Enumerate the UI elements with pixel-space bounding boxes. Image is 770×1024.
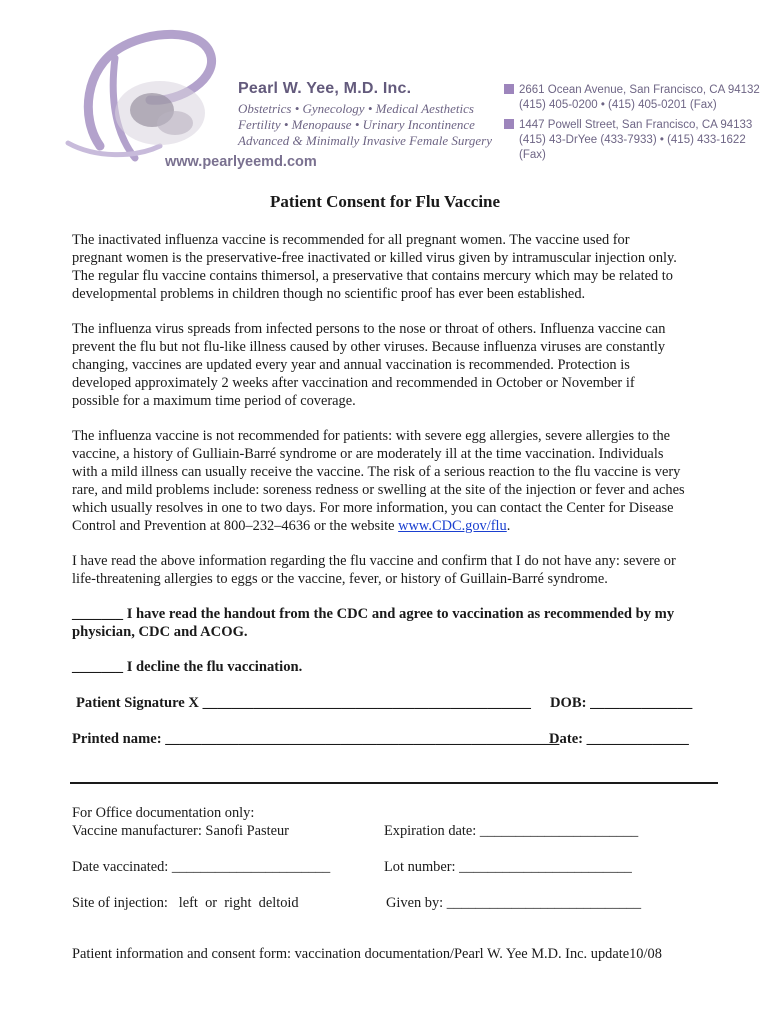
address-text: 1447 Powell Street, San Francisco, CA 94133 [519,119,753,131]
practice-website: www.pearlyeemd.com [165,154,317,170]
injection-site-field[interactable]: Site of injection: left or right deltoid [72,895,299,911]
phone-text: (415) 405-0200 • (415) 405-0201 (Fax) [519,99,717,111]
practice-info [238,80,492,149]
paragraph-contraindications [72,427,722,535]
paragraph-text: The influenza vaccine is not recommended for patients: with severe egg allergies, severe allergies to the vaccine, a history of Gulliain-Barré syndrome or are moderately ill at the time vaccination. Individuals with a mild illness can usually receive the vaccine. The risk of a serious reaction to the flu vaccine is very rare, and mild problems include: soreness redness or swelling at the site of the injection or fever and aches which usually resolves in one to two days. For more information, you can contact the Center for Disease Control and Prevention at 800–232–4636 or the website [72,428,685,534]
paragraph-text-end: . [506,518,511,534]
paragraph-virus-spread: The influenza virus spreads from infected persons to the nose or throat of others. Influenza vaccine can prevent the flu but not flu-like illness caused by other viruses. Because influenza viruses are constantly changing, vaccines are updated every year and annual vaccination is recommended. Protection is developed approximately 2 weeks after vaccination and recommended in October or November if possible for a maximum time period of coverage. [72,321,666,409]
date-field[interactable]: Date: ______________ [549,731,689,747]
section-divider [70,782,718,784]
specialties-line: Advanced & Minimally Invasive Female Surgery [238,133,493,148]
address-block-powell [504,118,770,163]
decline-vaccination-option[interactable]: _______ I decline the flu vaccination. [72,659,303,675]
agree-vaccination-option[interactable]: _______ I have read the handout from the CDC and agree to vaccination as recommended by my physician, CDC and ACOG. [72,606,675,640]
cdc-link[interactable]: www.CDC.gov/flu [398,518,507,534]
practice-logo-icon [40,18,240,168]
document-footer: Patient information and consent form: vaccination documentation/Pearl W. Yee M.D. Inc. update10/08 [72,946,662,962]
paragraph-vaccine-info: The inactivated influenza vaccine is recommended for all pregnant women. The vaccine used for pregnant women is the preservative-free inactivated or killed virus given by intramuscular injection only. The regular flu vaccine contains thimersol, a preservative that contains mercury which may be related to developmental problems in children though no scientific proof has ever been established. [72,232,677,302]
specialties-line: Obstetrics • Gynecology • Medical Aesthetics [238,101,474,116]
specialties-line: Fertility • Menopause • Urinary Incontinence [238,117,475,132]
dob-field[interactable]: DOB: ______________ [550,695,693,711]
expiration-date-field[interactable]: Expiration date: ______________________ [384,823,639,839]
phone-text: (415) 43-DrYee (433-7933) • (415) 433-1622 (Fax) [519,134,746,161]
date-vaccinated-field[interactable]: Date vaccinated: ______________________ [72,859,331,875]
office-heading: For Office documentation only: [72,805,255,821]
document-title: Patient Consent for Flu Vaccine [269,192,501,211]
bullet-square-icon [504,84,514,94]
practice-name: Pearl W. Yee, M.D. Inc. [238,80,412,97]
paragraph-confirmation: I have read the above information regarding the flu vaccine and confirm that I do not have any: severe or life-threatening allergies to eggs or the vaccine, fever, or history of Guillain-Barré syndrome. [72,553,676,587]
address-block-ocean [504,83,760,113]
patient-signature-field[interactable]: Patient Signature X _____________________________________________ [76,695,531,711]
address-text: 2661 Ocean Avenue, San Francisco, CA 94132 [519,84,760,96]
vaccine-manufacturer: Vaccine manufacturer: Sanofi Pasteur [72,823,289,839]
lot-number-field[interactable]: Lot number: ________________________ [384,859,632,875]
given-by-field[interactable]: Given by: ___________________________ [386,895,642,911]
bullet-square-icon [504,119,514,129]
printed-name-field[interactable]: Printed name: ______________________________________________________ [72,731,560,747]
